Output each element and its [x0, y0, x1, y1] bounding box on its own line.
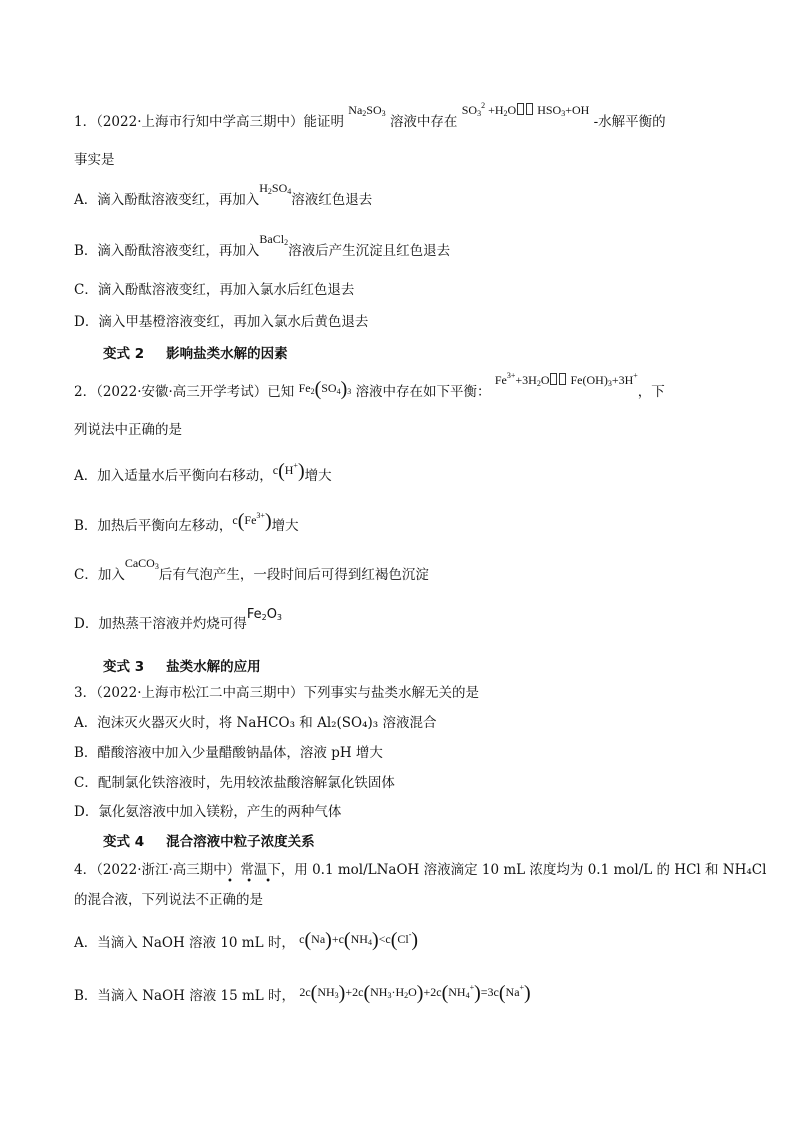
q1-stem-cont: 事实是	[74, 152, 115, 168]
variant-title: 变式 4	[103, 834, 145, 850]
q1-option-b[interactable]	[74, 232, 451, 265]
option-label: C．加入	[74, 567, 125, 583]
option-rest: 增大	[304, 468, 332, 484]
formula-option-a: $c(Na)+c(NH_4)<c(Cl^-)$	[299, 929, 419, 951]
formula-na2so3: $Na_2SO_3$	[348, 103, 386, 118]
q2-option-d[interactable]	[74, 607, 283, 638]
q1-mid: 溶液中存在	[389, 114, 458, 130]
variant-3-heading	[103, 655, 261, 675]
formula-option-b: $2c(NH_3)+2c(NH_3\cdot H_2O)+2c(NH_4^+)=3c(Na^+)$	[299, 982, 531, 1004]
q1-prefix: 1．（2022·上海市行知中学高三期中）能证明	[74, 114, 344, 130]
q2-stem	[74, 371, 665, 406]
option-label: D．加热蒸干溶液并灼烧可得	[74, 616, 247, 632]
formula-h2so4: $H_2SO_4$	[259, 181, 292, 196]
q2-option-c[interactable]	[74, 556, 429, 589]
formula-caco3: CaCO$_3$	[124, 556, 159, 571]
q2-option-b[interactable]	[74, 512, 299, 537]
q1-option-a[interactable]	[74, 181, 373, 214]
variant-title: 变式 3	[103, 659, 145, 675]
option-rest: 后有气泡产生，一段时间后可得到红褐色沉淀	[158, 567, 429, 583]
option-rest: 溶液后产生沉淀且红色退去	[288, 243, 451, 259]
q1-option-d[interactable]: D．滴入甲基橙溶液变红，再加入氯水后黄色退去	[74, 314, 369, 330]
q2-stem-cont: 列说法中正确的是	[74, 422, 182, 438]
q2-prefix: 2．（2022·安徽·高三开学考试）已知	[74, 384, 295, 400]
variant-2-heading	[103, 342, 288, 362]
q3-option-d[interactable]: D．氯化氨溶液中加入镁粉，产生的两种气体	[74, 804, 342, 820]
option-label: A．当滴入 NaOH 溶液 10 mL 时，	[74, 935, 295, 951]
variant-4-heading	[103, 830, 315, 850]
option-rest: 溶液红色退去	[291, 192, 373, 208]
q3-stem: 3．（2022·上海市松江二中高三期中）下列事实与盐类水解无关的是	[74, 685, 479, 701]
option-label: A．滴入酚酞溶液变红，再加入	[74, 192, 260, 208]
q4-stem: 4．（2022·浙江·高三期中）常温下，用 0.1 mol/LNaOH 溶液滴定 10 mL 浓度均为 0.1 mol/L 的 HCl 和 NH₄Cl	[74, 862, 767, 878]
formula-equilibrium-2: $Fe^{3+}+3H_2O$ $Fe(OH)_3+3H^+$	[494, 371, 638, 388]
formula-c-fe3: $c(Fe^{3+})$	[232, 510, 272, 532]
variant-topic: 盐类水解的应用	[166, 659, 261, 675]
option-label: B．当滴入 NaOH 溶液 15 mL 时，	[74, 988, 296, 1004]
q3-option-b[interactable]: B．醋酸溶液中加入少量醋酸钠晶体，溶液 pH 增大	[74, 745, 383, 761]
variant-topic: 混合溶液中粒子浓度关系	[166, 834, 315, 850]
option-label: B．滴入酚酞溶液变红，再加入	[74, 243, 260, 259]
formula-c-h: c(H+)	[272, 460, 305, 482]
variant-title: 变式 2	[103, 346, 145, 362]
q3-option-c[interactable]: C．配制氯化铁溶液时，先用较浓盐酸溶解氯化铁固体	[74, 775, 395, 791]
formula-fe2o3: $Fe_2O_3$	[246, 607, 283, 622]
emphasis-dots: • • •	[227, 876, 277, 887]
formula-equilibrium-1: $SO_3^2 +H_2O$ $HSO_3+OH$	[461, 101, 590, 118]
option-label: A．加入适量水后平衡向右移动，	[74, 468, 273, 484]
q4-option-a[interactable]	[74, 929, 418, 957]
formula-fe2so43: $Fe_2(SO_4)_3$	[298, 378, 352, 400]
q4-stem-cont: 的混合液，下列说法不正确的是	[74, 892, 263, 908]
q2-mid: 溶液中存在如下平衡：	[355, 384, 491, 400]
q2-suffix: ，下	[637, 384, 665, 400]
q1-suffix: -水解平衡的	[593, 114, 666, 130]
variant-topic: 影响盐类水解的因素	[166, 346, 288, 362]
q1-option-c[interactable]: C．滴入酚酞溶液变红，再加入氯水后红色退去	[74, 282, 355, 298]
q2-option-a[interactable]	[74, 462, 332, 487]
option-label: B．加热后平衡向左移动，	[74, 518, 233, 534]
q1-stem	[74, 101, 666, 136]
option-rest: 增大	[271, 518, 299, 534]
q3-option-a[interactable]: A．泡沫灭火器灭火时，将 NaHCO₃ 和 Al₂(SO₄)₃ 溶液混合	[74, 715, 437, 731]
formula-bacl2: BaCl$_2$	[259, 232, 289, 247]
q4-option-b[interactable]	[74, 982, 531, 1010]
